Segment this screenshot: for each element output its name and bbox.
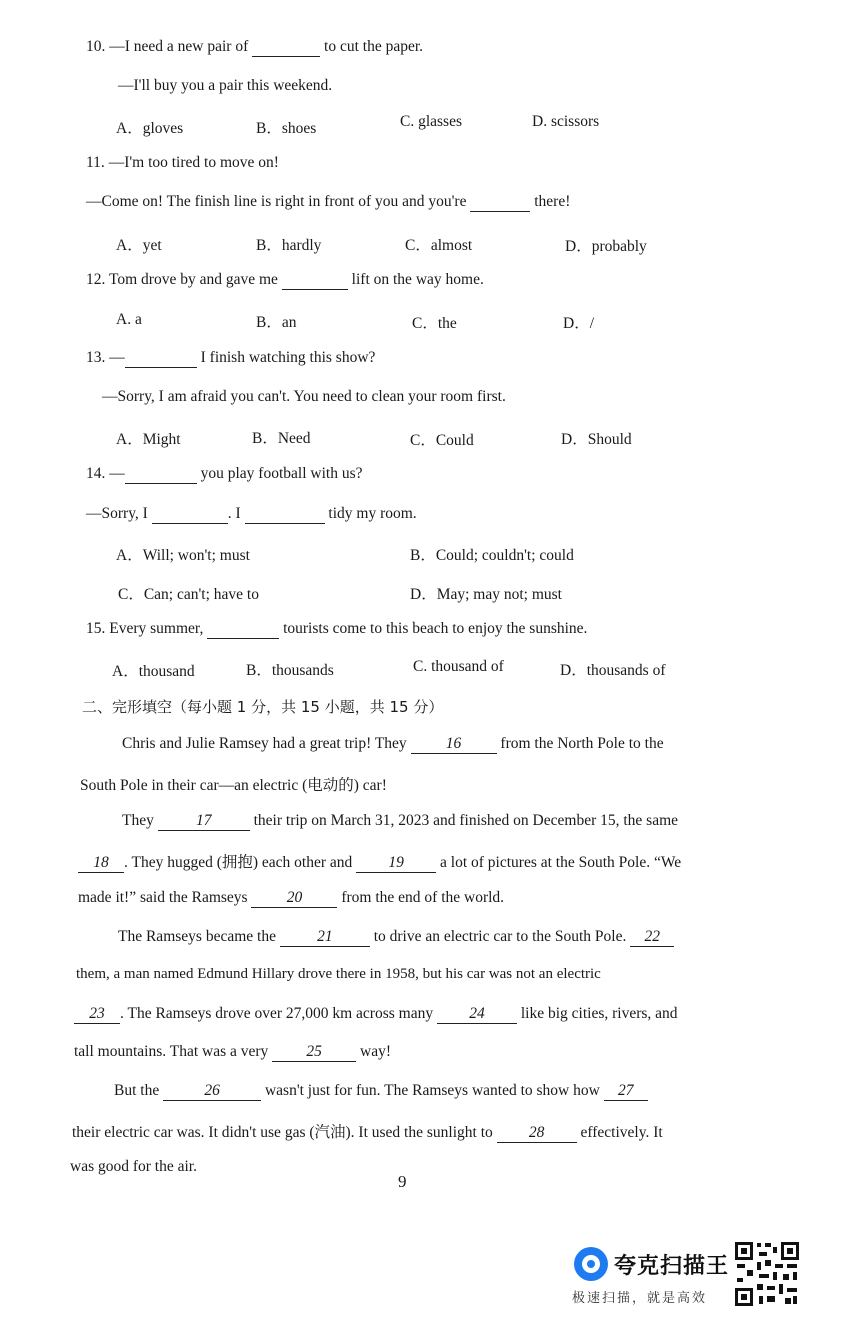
answer-blank <box>470 193 530 212</box>
passage-line <box>78 850 681 873</box>
passage-line: South Pole in their car—an electric (电动的) car! <box>80 777 387 794</box>
passage-text: way! <box>360 1043 392 1060</box>
option-a: A. a <box>116 311 142 328</box>
passage-line <box>74 1005 678 1024</box>
blank-16: 16 <box>411 735 497 754</box>
option-d: D．/ <box>563 315 595 332</box>
blank-28: 28 <box>497 1124 577 1143</box>
option-c: C．Can; can't; have to <box>118 586 259 603</box>
scanner-watermark <box>572 1243 732 1311</box>
passage-text: like big cities, rivers, and <box>520 1005 678 1022</box>
question-text-after: lift on the way home. <box>351 271 484 288</box>
option-a: A．yet <box>116 237 162 254</box>
answer-blank <box>252 38 320 57</box>
question-15 <box>86 620 587 639</box>
blank-25: 25 <box>272 1043 356 1062</box>
reply-text: —Sorry, I <box>86 505 148 522</box>
question-text: Tom drove by and gave me <box>108 271 278 288</box>
question-14 <box>86 465 363 484</box>
question-number: 10. <box>86 38 106 55</box>
answer-blank <box>207 620 279 639</box>
blank-18: 18 <box>78 854 124 873</box>
question-text: — <box>109 349 125 366</box>
option-c: C．almost <box>405 237 473 254</box>
question-12 <box>86 271 484 290</box>
passage-text: a lot of pictures at the South Pole. “We <box>440 854 682 871</box>
reply-text: —Come on! The finish line is right in front of you and you're <box>86 193 467 210</box>
passage-line <box>78 889 504 908</box>
question-13-reply: —Sorry, I am afraid you can't. You need to clean your room first. <box>102 388 506 405</box>
question-text: Every summer, <box>109 620 204 637</box>
question-10-reply: —I'll buy you a pair this weekend. <box>118 77 333 94</box>
passage-text: The Ramseys became the <box>118 928 276 945</box>
passage-text: from the end of the world. <box>341 889 505 906</box>
option-d: D．probably <box>565 238 647 255</box>
option-c: C. glasses <box>400 113 462 130</box>
option-c: C．Could <box>410 432 474 449</box>
passage-text: to drive an electric car to the South Pole. <box>373 928 627 945</box>
blank-20: 20 <box>251 889 337 908</box>
passage-line <box>118 928 674 947</box>
passage-text: They <box>122 812 154 829</box>
blank-27: 27 <box>604 1082 648 1101</box>
question-text: —I need a new pair of <box>109 38 249 55</box>
option-d: D．thousands of <box>560 662 666 679</box>
option-b: B．Need <box>252 430 311 447</box>
passage-text: made it!” said the Ramseys <box>78 889 248 906</box>
brand-slogan: 极速扫描，就是高效 <box>572 1291 708 1306</box>
passage-text: their trip on March 31, 2023 and finished on December 15, the same <box>253 812 679 829</box>
answer-blank <box>125 349 197 368</box>
question-text: — <box>109 465 125 482</box>
option-c: C. thousand of <box>413 658 504 675</box>
passage-line <box>122 812 678 831</box>
question-10 <box>86 38 423 57</box>
passage-line <box>74 1043 391 1062</box>
option-b: B．shoes <box>256 120 317 137</box>
passage-text: But the <box>114 1082 160 1099</box>
question-number: 14. <box>86 465 106 482</box>
reply-text-after: tidy my room. <box>328 505 417 522</box>
option-b: B．an <box>256 314 297 331</box>
passage-text: wasn't just for fun. The Ramseys wanted to show how <box>264 1082 600 1099</box>
option-a: A．Will; won't; must <box>116 547 250 564</box>
option-a: A．gloves <box>116 120 184 137</box>
passage-text: tall mountains. That was a very <box>74 1043 269 1060</box>
question-number: 12. <box>86 271 106 288</box>
qr-code-icon <box>733 1240 801 1308</box>
option-a: A．thousand <box>112 663 195 680</box>
question-number: 15. <box>86 620 106 637</box>
answer-blank <box>125 465 197 484</box>
passage-text: Chris and Julie Ramsey had a great trip! They <box>122 735 407 752</box>
page-number: 9 <box>398 1172 407 1191</box>
option-b: B．thousands <box>246 662 334 679</box>
answer-blank <box>245 505 325 524</box>
question-11-reply <box>86 193 570 212</box>
option-c: C．the <box>412 315 457 332</box>
option-d: D. scissors <box>532 113 600 130</box>
quark-logo-icon <box>574 1247 608 1281</box>
question-number: 13. <box>86 349 106 366</box>
option-a: A．Might <box>116 431 181 448</box>
question-11 <box>86 154 279 172</box>
blank-21: 21 <box>280 928 370 947</box>
passage-line <box>122 735 664 754</box>
blank-17: 17 <box>158 812 250 831</box>
answer-blank <box>152 505 228 524</box>
passage-line: was good for the air. <box>70 1158 197 1175</box>
brand-name: 夸克扫描王 <box>614 1254 730 1279</box>
passage-text: . They hugged (拥抱) each other and <box>124 854 353 871</box>
passage-line: them, a man named Edmund Hillary drove there in 1958, but his car was not an electric <box>76 966 601 982</box>
question-14-reply <box>86 505 417 524</box>
passage-text: from the North Pole to the <box>500 735 664 752</box>
question-number: 11. <box>86 154 105 171</box>
question-13 <box>86 349 375 368</box>
question-text-after: I finish watching this show? <box>200 349 376 366</box>
option-d: D．May; may not; must <box>410 586 562 603</box>
passage-text: . The Ramseys drove over 27,000 km across many <box>120 1005 434 1022</box>
question-text: —I'm too tired to move on! <box>108 154 279 171</box>
option-b: B．Could; couldn't; could <box>410 547 574 564</box>
section-title: 二、完形填空（每小题 1 分，共 15 小题，共 15 分） <box>82 698 444 716</box>
passage-line <box>72 1120 663 1143</box>
blank-19: 19 <box>356 854 436 873</box>
reply-text-mid: . I <box>227 505 241 522</box>
blank-24: 24 <box>437 1005 517 1024</box>
blank-22: 22 <box>630 928 674 947</box>
blank-26: 26 <box>163 1082 261 1101</box>
reply-text-after: there! <box>534 193 571 210</box>
passage-text: effectively. It <box>580 1124 663 1141</box>
option-d: D．Should <box>561 431 632 448</box>
question-text-after: you play football with us? <box>200 465 363 482</box>
answer-blank <box>282 271 348 290</box>
passage-line <box>114 1082 648 1101</box>
option-b: B．hardly <box>256 237 322 254</box>
question-text-after: tourists come to this beach to enjoy the sunshine. <box>283 620 588 637</box>
question-text-after: to cut the paper. <box>324 38 424 55</box>
blank-23: 23 <box>74 1005 120 1024</box>
passage-text: their electric car was. It didn't use gas (汽油). It used the sunlight to <box>72 1124 493 1141</box>
